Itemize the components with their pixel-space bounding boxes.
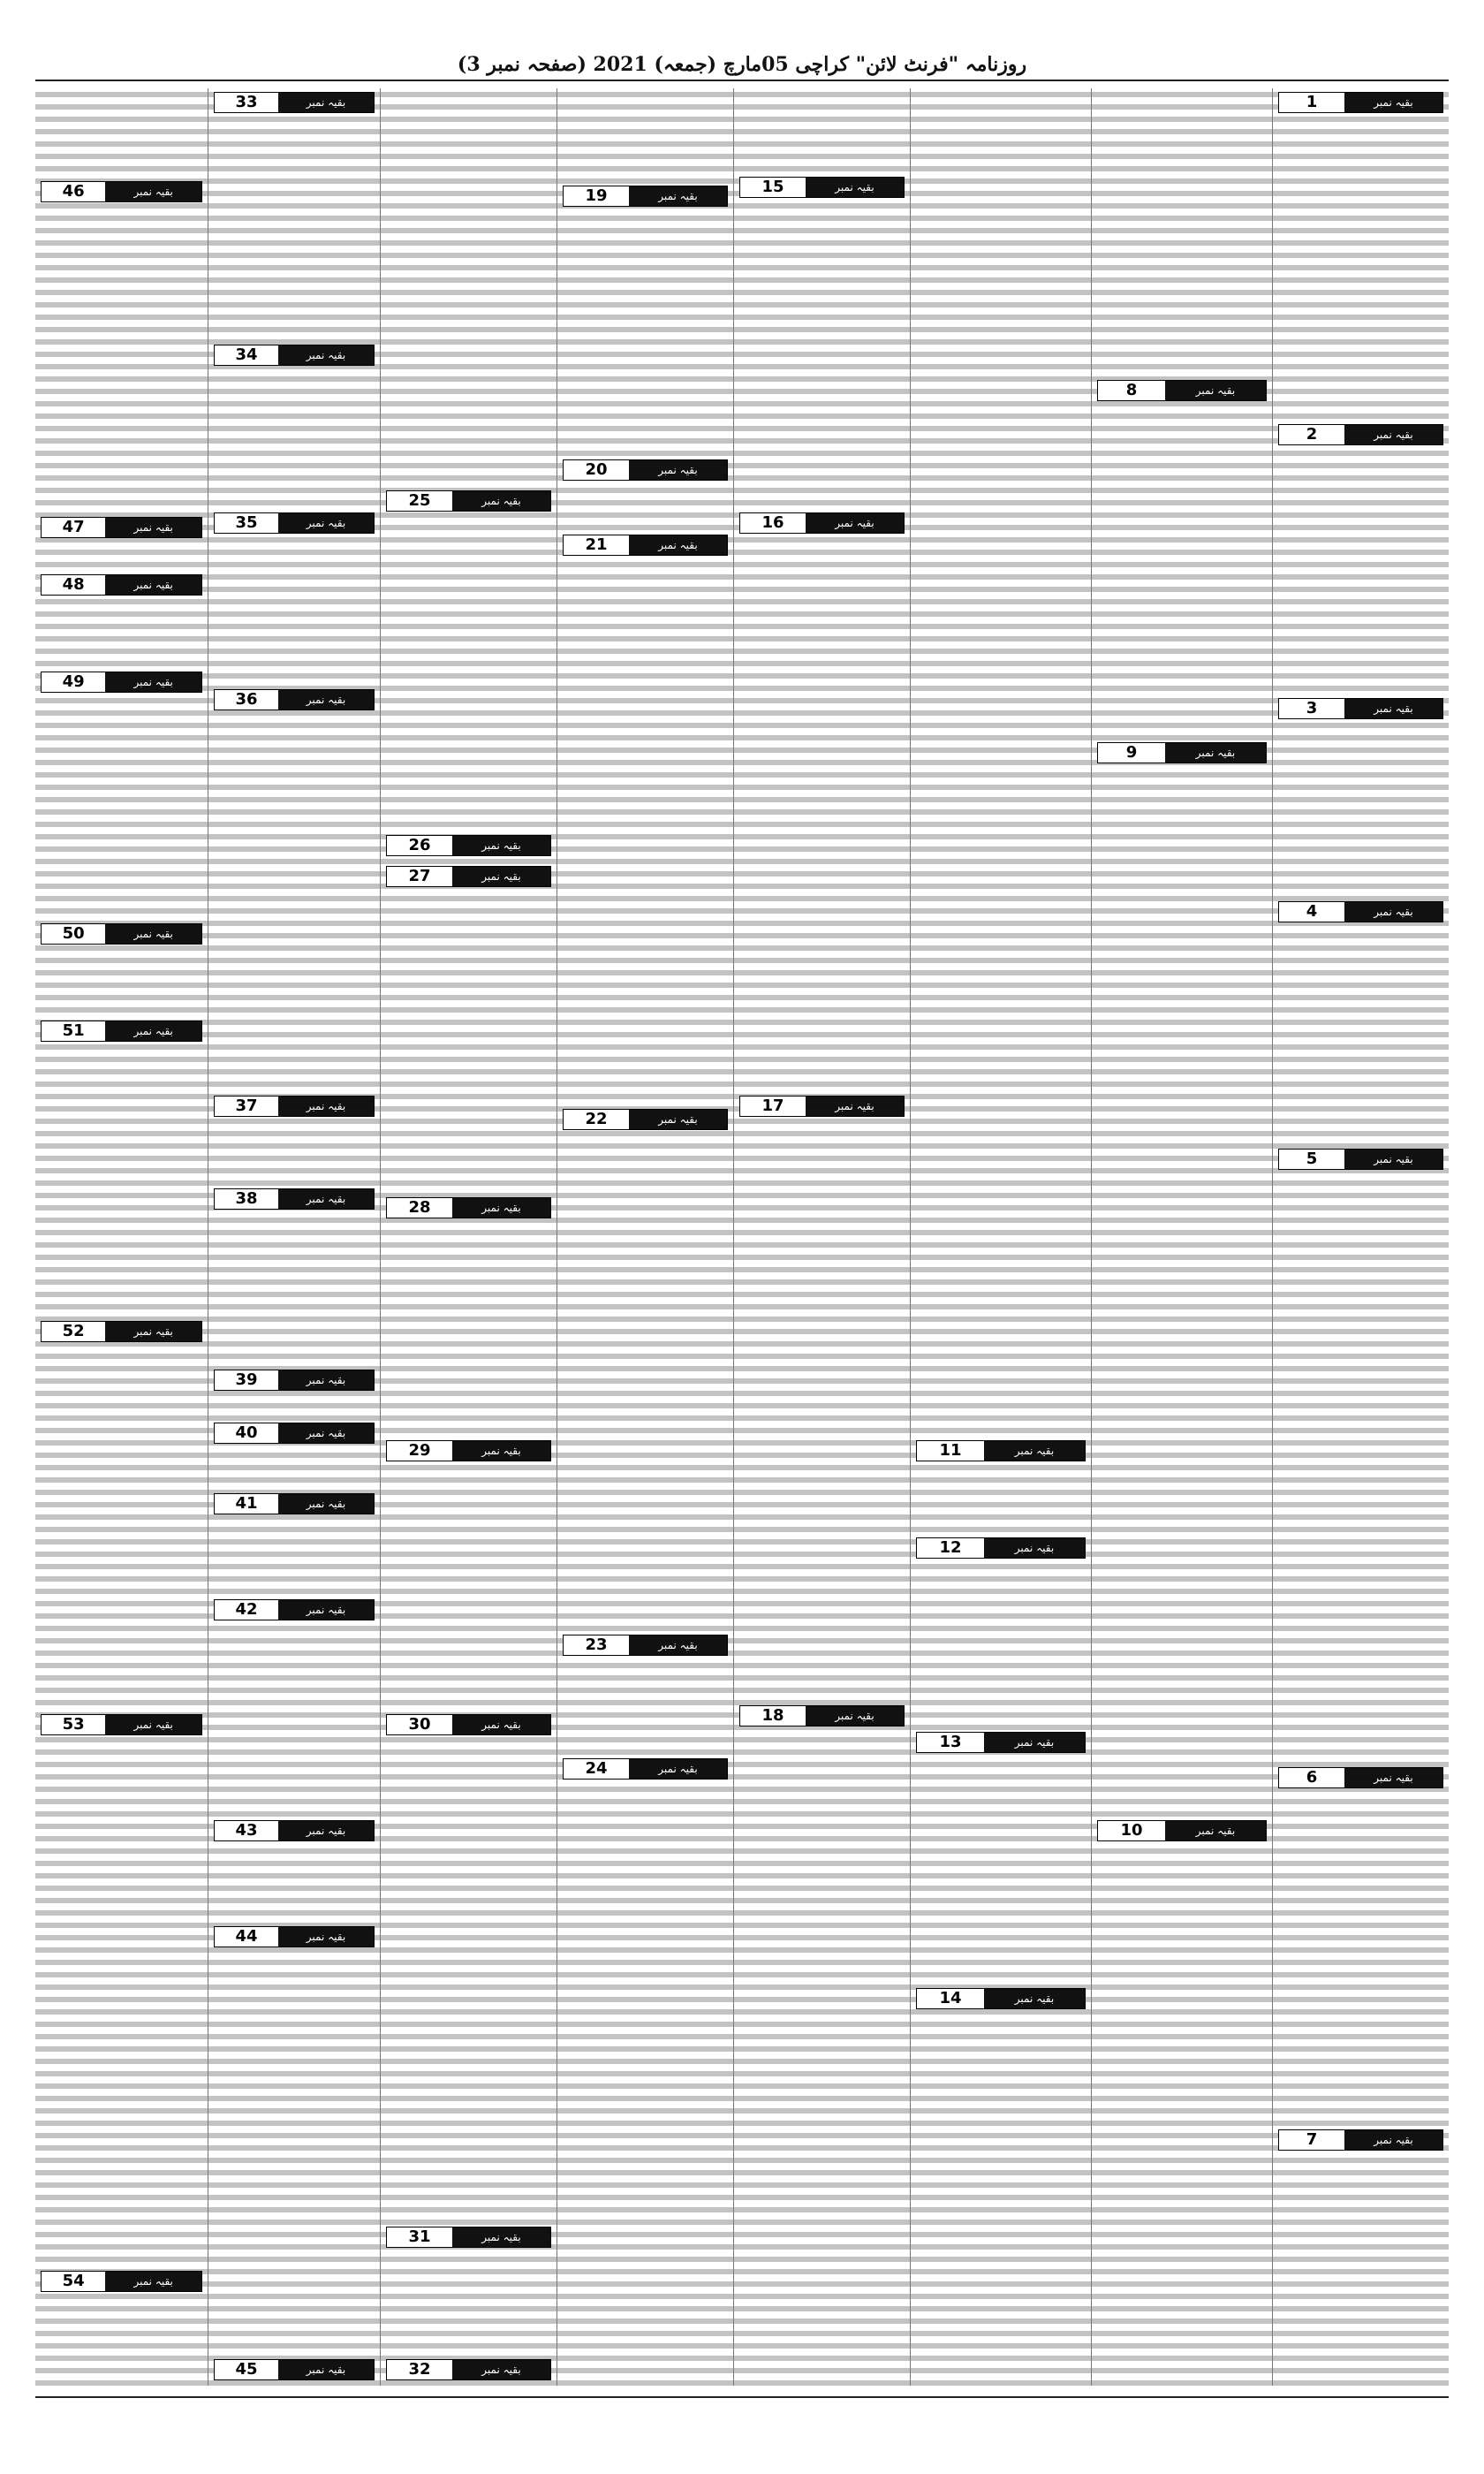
continuation-label: بقیہ نمبر	[1165, 743, 1266, 763]
continuation-label: بقیہ نمبر	[806, 1097, 904, 1116]
continuation-label: بقیہ نمبر	[278, 2360, 374, 2379]
continuation-number: 20	[564, 460, 629, 480]
continuation-header	[1278, 424, 1443, 445]
continuation-number: 49	[42, 672, 105, 692]
continuation-number: 17	[740, 1097, 806, 1116]
continuation-header	[214, 512, 375, 534]
continuation-label: بقیہ نمبر	[629, 1635, 727, 1655]
continuation-label: بقیہ نمبر	[105, 518, 201, 537]
continuation-label: بقیہ نمبر	[806, 178, 904, 197]
continuation-label: بقیہ نمبر	[278, 1821, 374, 1840]
continuation-number: 39	[215, 1370, 278, 1390]
continuation-header	[41, 2271, 202, 2292]
continuation-label: بقیہ نمبر	[629, 1110, 727, 1129]
continuation-number: 46	[42, 182, 105, 201]
column-6	[380, 88, 556, 2386]
continuation-number: 44	[215, 1927, 278, 1947]
continuation-number: 47	[42, 518, 105, 537]
continuation-header	[214, 1096, 375, 1117]
continuation-header	[41, 1021, 202, 1042]
continuation-number: 7	[1279, 2130, 1344, 2150]
continuation-number: 36	[215, 690, 278, 710]
continuation-label: بقیہ نمبر	[278, 1189, 374, 1209]
continuation-label: بقیہ نمبر	[806, 1706, 904, 1726]
continuation-number: 13	[917, 1733, 984, 1752]
continuation-number: 3	[1279, 699, 1344, 718]
text-block	[1092, 88, 1272, 2386]
continuation-header	[739, 1096, 905, 1117]
continuation-number: 2	[1279, 425, 1344, 444]
continuation-label: بقیہ نمبر	[278, 1423, 374, 1443]
continuation-number: 27	[387, 867, 452, 886]
continuation-number: 22	[564, 1110, 629, 1129]
columns-grid	[35, 88, 1449, 2386]
continuation-number: 30	[387, 1715, 452, 1734]
continuation-number: 26	[387, 836, 452, 855]
continuation-header	[214, 1820, 375, 1841]
continuation-label: بقیہ نمبر	[105, 1021, 201, 1041]
continuation-header	[41, 574, 202, 596]
continuation-header	[1278, 92, 1443, 113]
continuation-header	[214, 689, 375, 710]
continuation-number: 15	[740, 178, 806, 197]
continuation-label: بقیہ نمبر	[452, 1441, 550, 1461]
continuation-number: 45	[215, 2360, 278, 2379]
masthead-title: روزنامہ "فرنٹ لائن" کراچی 05مارچ (جمعہ) 2021 (صفحہ نمبر 3)	[35, 49, 1449, 81]
continuation-number: 5	[1279, 1150, 1344, 1169]
continuation-header	[386, 1714, 551, 1735]
column-2	[1091, 88, 1272, 2386]
continuation-header	[916, 1537, 1086, 1559]
continuation-header	[1278, 901, 1443, 922]
continuation-label: بقیہ نمبر	[629, 535, 727, 555]
continuation-header	[41, 1321, 202, 1342]
continuation-number: 38	[215, 1189, 278, 1209]
continuation-label: بقیہ نمبر	[278, 1600, 374, 1620]
text-block	[381, 88, 556, 2386]
continuation-number: 33	[215, 93, 278, 112]
continuation-number: 4	[1279, 902, 1344, 922]
continuation-label: بقیہ نمبر	[984, 1441, 1085, 1461]
continuation-number: 16	[740, 513, 806, 533]
continuation-label: بقیہ نمبر	[278, 690, 374, 710]
column-1	[1272, 88, 1449, 2386]
continuation-label: بقیہ نمبر	[1344, 1150, 1442, 1169]
text-block	[557, 88, 733, 2386]
continuation-label: بقیہ نمبر	[1344, 1768, 1442, 1787]
continuation-label: بقیہ نمبر	[984, 1538, 1085, 1558]
continuation-number: 50	[42, 924, 105, 944]
continuation-label: بقیہ نمبر	[105, 2272, 201, 2291]
column-8	[35, 88, 208, 2386]
text-block	[208, 88, 380, 2386]
continuation-label: بقیہ نمبر	[452, 2360, 550, 2379]
continuation-header	[1097, 1820, 1267, 1841]
continuation-header	[41, 181, 202, 202]
continuation-label: بقیہ نمبر	[105, 1322, 201, 1341]
continuation-number: 51	[42, 1021, 105, 1041]
continuation-header	[563, 535, 728, 556]
continuation-label: بقیہ نمبر	[278, 1097, 374, 1116]
text-block	[35, 88, 208, 2386]
continuation-header	[386, 1197, 551, 1218]
continuation-label: بقیہ نمبر	[629, 1759, 727, 1779]
continuation-number: 42	[215, 1600, 278, 1620]
continuation-number: 31	[387, 2227, 452, 2247]
continuation-header	[386, 866, 551, 887]
column-5	[556, 88, 733, 2386]
continuation-label: بقیہ نمبر	[1344, 93, 1442, 112]
continuation-number: 14	[917, 1989, 984, 2008]
continuation-label: بقیہ نمبر	[452, 1715, 550, 1734]
continuation-number: 8	[1098, 381, 1165, 400]
continuation-label: بقیہ نمبر	[452, 836, 550, 855]
continuation-number: 53	[42, 1715, 105, 1734]
continuation-label: بقیہ نمبر	[278, 93, 374, 112]
continuation-label: بقیہ نمبر	[452, 1198, 550, 1218]
continuation-label: بقیہ نمبر	[278, 345, 374, 365]
column-7	[208, 88, 380, 2386]
continuation-header	[214, 1423, 375, 1444]
continuation-label: بقیہ نمبر	[278, 1494, 374, 1514]
continuation-label: بقیہ نمبر	[1165, 381, 1266, 400]
continuation-label: بقیہ نمبر	[984, 1989, 1085, 2008]
continuation-number: 23	[564, 1635, 629, 1655]
continuation-header	[41, 1714, 202, 1735]
continuation-label: بقیہ نمبر	[105, 672, 201, 692]
continuation-number: 41	[215, 1494, 278, 1514]
continuation-header	[739, 177, 905, 198]
continuation-number: 48	[42, 575, 105, 595]
continuation-header	[916, 1988, 1086, 2009]
continuation-header	[739, 512, 905, 534]
continuation-header	[214, 92, 375, 113]
continuation-header	[563, 186, 728, 207]
continuation-label: بقیہ نمبر	[452, 867, 550, 886]
continuation-label: بقیہ نمبر	[105, 575, 201, 595]
text-block	[911, 88, 1091, 2386]
continuation-label: بقیہ نمبر	[1344, 2130, 1442, 2150]
continuation-label: بقیہ نمبر	[1344, 902, 1442, 922]
continuation-label: بقیہ نمبر	[278, 1370, 374, 1390]
continuation-header	[214, 1188, 375, 1210]
continuation-header	[41, 672, 202, 693]
continuation-number: 43	[215, 1821, 278, 1840]
continuation-label: بقیہ نمبر	[806, 513, 904, 533]
continuation-label: بقیہ نمبر	[1344, 425, 1442, 444]
continuation-number: 52	[42, 1322, 105, 1341]
continuation-number: 11	[917, 1441, 984, 1461]
continuation-header	[386, 2359, 551, 2380]
continuation-header	[563, 1109, 728, 1130]
continuation-header	[916, 1440, 1086, 1461]
continuation-number: 10	[1098, 1821, 1165, 1840]
continuation-number: 29	[387, 1441, 452, 1461]
continuation-header	[1278, 1149, 1443, 1170]
continuation-header	[739, 1705, 905, 1726]
continuation-number: 37	[215, 1097, 278, 1116]
continuation-header	[214, 1370, 375, 1391]
continuation-header	[214, 2359, 375, 2380]
continuation-header	[1097, 380, 1267, 401]
continuation-number: 19	[564, 186, 629, 206]
continuation-label: بقیہ نمبر	[452, 491, 550, 511]
continuation-header	[386, 490, 551, 512]
text-block	[734, 88, 910, 2386]
bottom-rule	[35, 2396, 1449, 2398]
continuation-label: بقیہ نمبر	[1344, 699, 1442, 718]
continuation-number: 1	[1279, 93, 1344, 112]
continuation-number: 34	[215, 345, 278, 365]
column-4	[733, 88, 910, 2386]
continuation-header	[214, 1493, 375, 1514]
continuation-header	[386, 835, 551, 856]
continuation-number: 21	[564, 535, 629, 555]
continuation-header	[386, 1440, 551, 1461]
continuation-number: 32	[387, 2360, 452, 2379]
continuation-header	[563, 459, 728, 481]
continuation-header	[41, 517, 202, 538]
continuation-label: بقیہ نمبر	[105, 924, 201, 944]
continuation-number: 6	[1279, 1768, 1344, 1787]
continuation-label: بقیہ نمبر	[278, 513, 374, 533]
continuation-number: 25	[387, 491, 452, 511]
continuation-label: بقیہ نمبر	[629, 460, 727, 480]
continuation-header	[386, 2227, 551, 2248]
continuation-header	[214, 1599, 375, 1620]
continuation-number: 9	[1098, 743, 1165, 763]
continuation-number: 40	[215, 1423, 278, 1443]
continuation-header	[563, 1635, 728, 1656]
continuation-number: 28	[387, 1198, 452, 1218]
continuation-header	[1097, 742, 1267, 763]
continuation-label: بقیہ نمبر	[984, 1733, 1085, 1752]
continuation-label: بقیہ نمبر	[278, 1927, 374, 1947]
continuation-header	[1278, 698, 1443, 719]
continuation-number: 54	[42, 2272, 105, 2291]
continuation-header	[916, 1732, 1086, 1753]
continuation-label: بقیہ نمبر	[452, 2227, 550, 2247]
column-3	[910, 88, 1091, 2386]
continuation-header	[1278, 1767, 1443, 1788]
continuation-number: 12	[917, 1538, 984, 1558]
continuation-label: بقیہ نمبر	[1165, 1821, 1266, 1840]
continuation-label: بقیہ نمبر	[105, 1715, 201, 1734]
continuation-header	[1278, 2129, 1443, 2151]
continuation-header	[41, 923, 202, 945]
continuation-number: 24	[564, 1759, 629, 1779]
continuation-header	[214, 1926, 375, 1947]
continuation-header	[563, 1758, 728, 1780]
continuation-label: بقیہ نمبر	[105, 182, 201, 201]
continuation-label: بقیہ نمبر	[629, 186, 727, 206]
continuation-number: 18	[740, 1706, 806, 1726]
continuation-number: 35	[215, 513, 278, 533]
continuation-header	[214, 345, 375, 366]
